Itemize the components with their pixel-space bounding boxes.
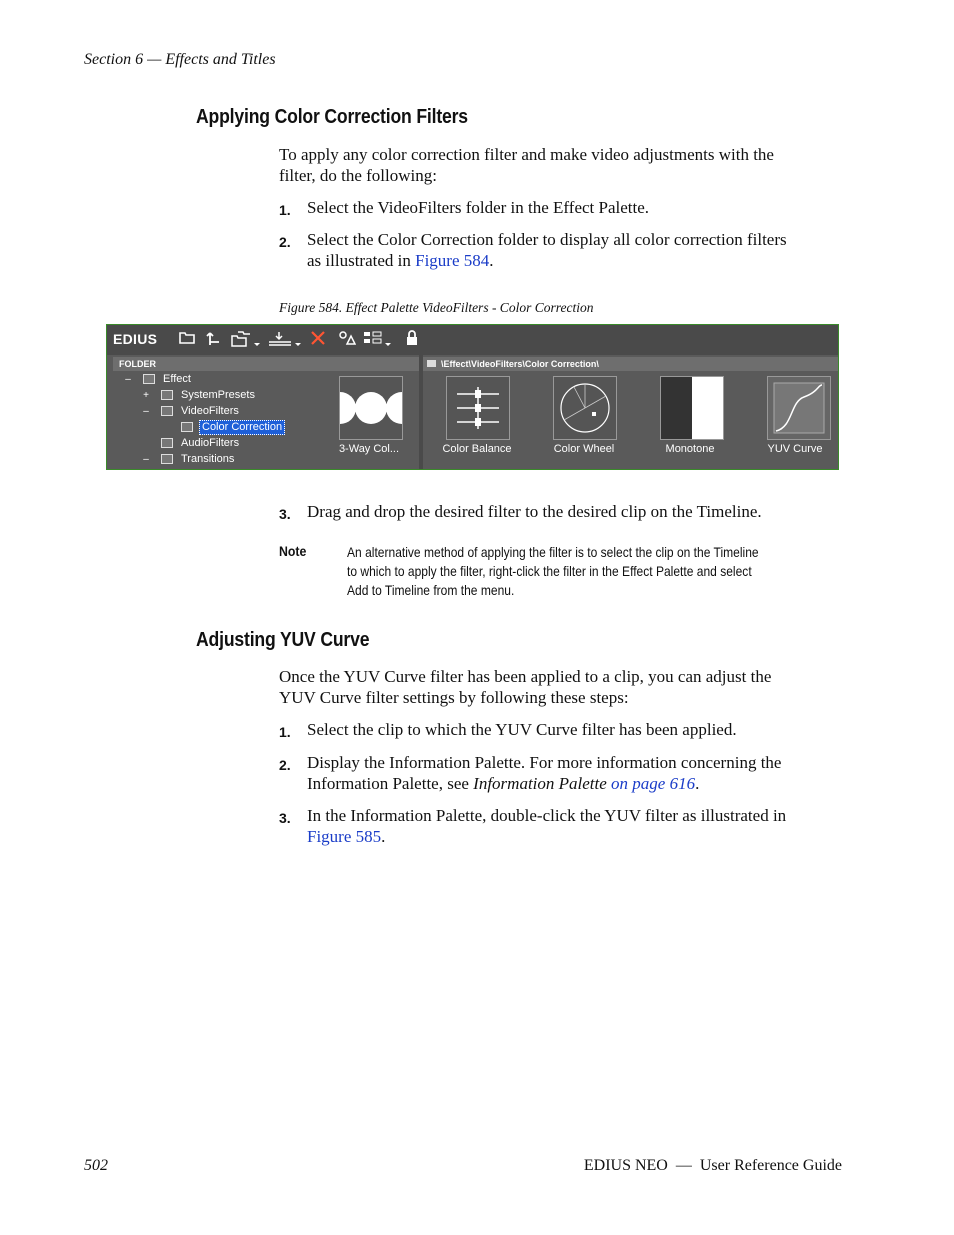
section-heading-color-correction: Applying Color Correction Filters: [196, 106, 468, 128]
folder-icon: [143, 374, 155, 384]
step-number: 2.: [279, 234, 291, 250]
note-label: Note: [279, 543, 307, 559]
footer-guide-title: EDIUS NEO — User Reference Guide: [583, 1157, 842, 1174]
collapse-icon[interactable]: –: [143, 406, 149, 417]
step-number: 2.: [279, 757, 291, 773]
effect-palette-screenshot: [106, 324, 839, 470]
collapse-icon[interactable]: –: [143, 454, 149, 465]
folder-icon: [161, 454, 173, 464]
tree-item-label: Effect: [163, 373, 191, 385]
tree-item-label: Transitions: [181, 453, 235, 465]
folder-icon: [161, 390, 173, 400]
page-number: 502: [84, 1157, 108, 1174]
tile-label: Color Balance: [442, 443, 512, 455]
section1-intro-line1: To apply any color correction filter and make video adjustments with the: [279, 145, 774, 164]
step-text-suffix: .: [381, 826, 386, 846]
collapse-icon[interactable]: –: [125, 374, 131, 385]
section1-step-3: [279, 502, 839, 523]
note-text: [347, 543, 811, 600]
folder-icon: [161, 406, 173, 416]
step-text: Drag and drop the desired filter to the desired clip on the Timeline.: [307, 502, 762, 521]
figure-585-link[interactable]: Figure 585: [307, 826, 382, 846]
step-text-line2: [307, 251, 839, 272]
effect-palette-toolbar: [107, 325, 838, 355]
tile-yuv-curve[interactable]: [767, 376, 831, 440]
step-text-suffix: .: [695, 773, 700, 793]
section1-step-2: [279, 230, 839, 271]
section-heading-yuv-curve: Adjusting YUV Curve: [196, 629, 370, 651]
expand-icon[interactable]: +: [143, 390, 149, 401]
edius-logo: EDIUS: [113, 331, 158, 347]
figure-caption: Figure 584. Effect Palette VideoFilters - Color Correction: [279, 300, 594, 315]
tile-label: Monotone: [665, 443, 715, 455]
new-folder-icon[interactable]: [179, 330, 195, 349]
path-header: [423, 357, 839, 371]
folder-panel-header: FOLDER: [113, 357, 419, 371]
folder-icon: [161, 438, 173, 448]
section2-intro-line2: YUV Curve filter settings by following these steps:: [279, 687, 629, 707]
folder-icon: [181, 422, 193, 432]
running-header: Section 6 — Effects and Titles: [84, 51, 276, 68]
note-line: Add to Timeline from the menu.: [347, 582, 515, 598]
tile-color-balance[interactable]: [446, 376, 510, 440]
step-text: Select the clip to which the YUV Curve filter has been applied.: [307, 720, 737, 739]
tile-monotone[interactable]: [660, 376, 724, 440]
up-folder-icon[interactable]: [206, 330, 220, 351]
section1-step-1: [279, 198, 839, 219]
tile-label: Color Wheel: [553, 443, 615, 455]
step-text-line1: In the Information Palette, double-click the YUV filter as illustrated in: [307, 806, 787, 825]
cross-reference-title: Information Palette: [473, 773, 607, 793]
tree-item-label: SystemPresets: [181, 389, 255, 401]
step-text-line2: [307, 827, 849, 848]
section2-step-2: [279, 753, 849, 794]
tree-item-label: VideoFilters: [181, 405, 239, 417]
properties-icon[interactable]: [338, 330, 356, 351]
step-number: 3.: [279, 810, 291, 826]
section2-intro-line1: Once the YUV Curve filter has been applied to a clip, you can adjust the: [279, 667, 772, 686]
tile-label: 3-Way Col...: [338, 443, 400, 455]
tree-item-label-selected: Color Correction: [199, 420, 285, 435]
path-text: \Effect\VideoFilters\Color Correction\: [441, 359, 599, 369]
page-616-link[interactable]: on page 616: [611, 773, 696, 793]
tree-item-label: AudioFilters: [181, 437, 240, 449]
panel-divider[interactable]: [419, 355, 423, 470]
tile-3way-color-correction[interactable]: [339, 376, 403, 440]
step-text-prefix: as illustrated in: [307, 250, 416, 270]
note-line: to which to apply the filter, right-click the filter in the Effect Palette and select: [347, 563, 752, 579]
folder-icon: [427, 360, 436, 367]
step-text-line1: Select the Color Correction folder to display all color correction filters: [307, 230, 787, 249]
step-number: 3.: [279, 506, 291, 522]
step-text-suffix: .: [489, 250, 494, 270]
step-text-line1: Display the Information Palette. For more information concerning the: [307, 753, 782, 772]
tile-label: YUV Curve: [767, 443, 823, 455]
step-text-line2: [307, 774, 849, 795]
section1-intro-line2: filter, do the following:: [279, 165, 437, 185]
step-text-prefix: Information Palette, see: [307, 773, 474, 793]
note-line: An alternative method of applying the filter is to select the clip on the Timeline: [347, 544, 759, 560]
section2-step-3: [279, 806, 849, 847]
step-number: 1.: [279, 724, 291, 740]
folder-view-icon[interactable]: [230, 330, 260, 353]
tile-color-wheel[interactable]: [553, 376, 617, 440]
figure-584-link[interactable]: Figure 584: [415, 250, 490, 270]
view-mode-icon[interactable]: [363, 330, 393, 353]
step-number: 1.: [279, 202, 291, 218]
section2-step-1: [279, 720, 839, 741]
import-icon[interactable]: [267, 330, 303, 353]
step-text: Select the VideoFilters folder in the Effect Palette.: [307, 198, 650, 217]
section1-intro: [279, 145, 774, 186]
section2-intro: [279, 667, 771, 708]
lock-icon[interactable]: [405, 330, 419, 351]
delete-icon[interactable]: [310, 330, 326, 351]
